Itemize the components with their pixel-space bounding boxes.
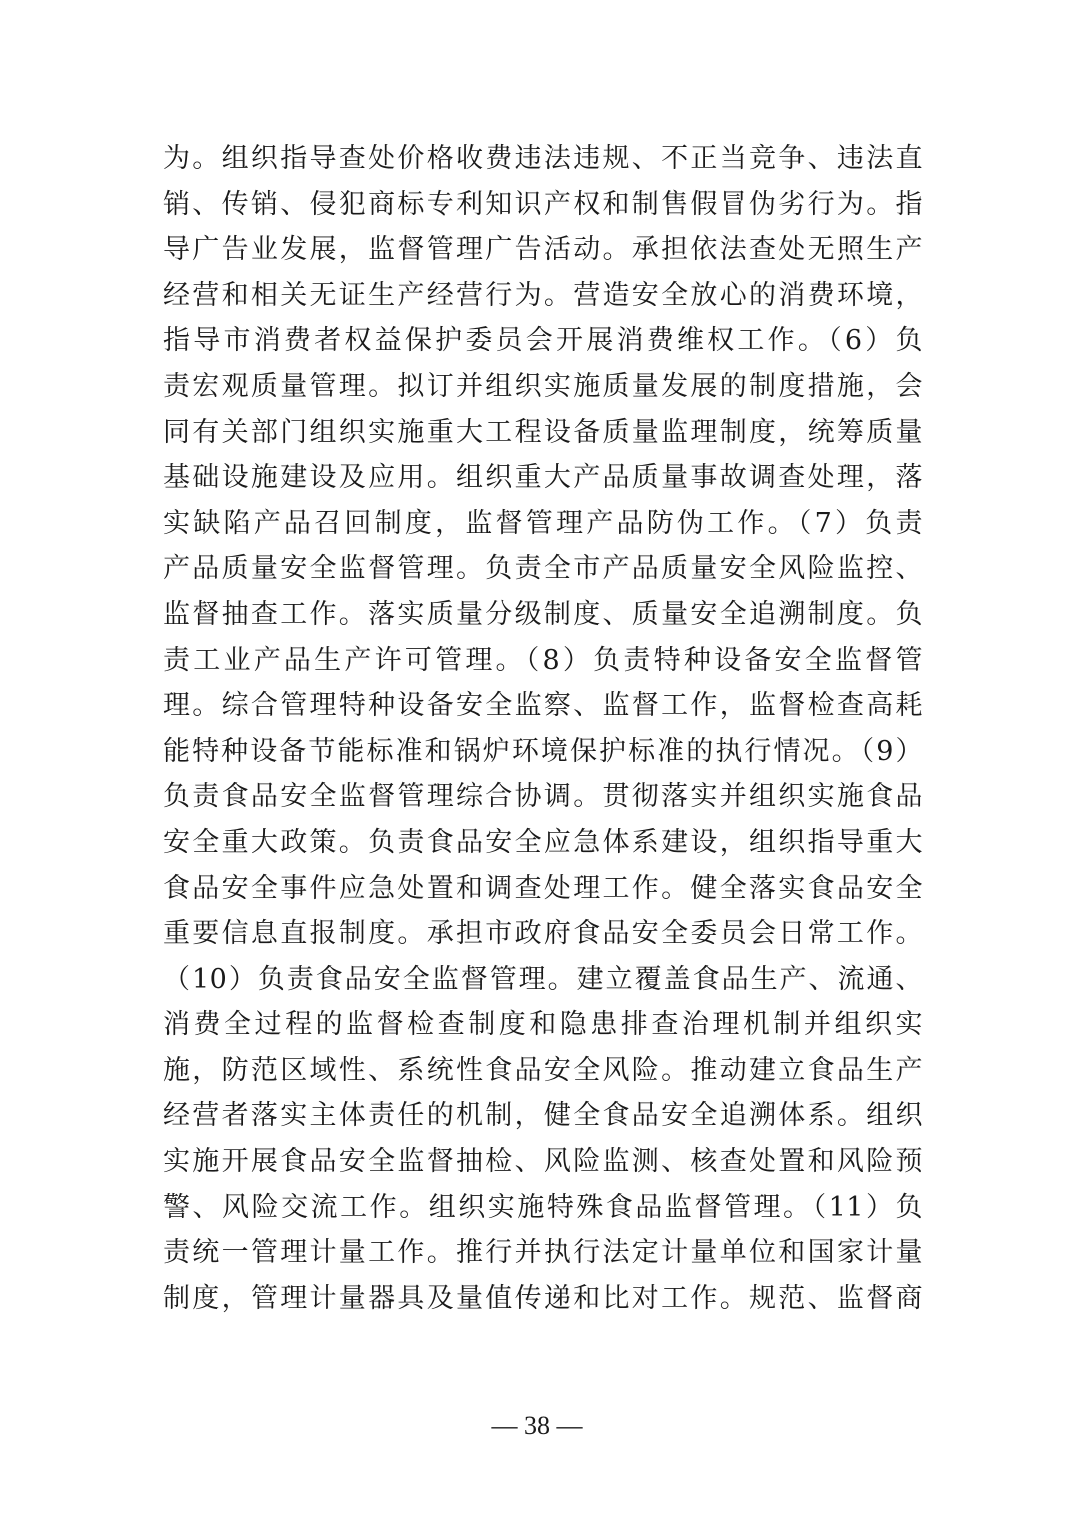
text-line-24: 警、风险交流工作。组织实施特殊食品监督管理。（11）负 bbox=[163, 1191, 923, 1223]
text-line-18: 重要信息直报制度。承担市政府食品安全委员会日常工作。 bbox=[163, 918, 923, 950]
text-line-25: 责统一管理计量工作。推行并执行法定计量单位和国家计量 bbox=[163, 1237, 923, 1269]
text-line-2: 销、传销、侵犯商标专利知识产权和制售假冒伪劣行为。指 bbox=[163, 188, 923, 220]
text-line-22: 经营者落实主体责任的机制，健全食品安全追溯体系。组织 bbox=[163, 1100, 923, 1132]
text-line-6: 责宏观质量管理。拟订并组织实施质量发展的制度措施，会 bbox=[163, 370, 923, 402]
text-line-16: 安全重大政策。负责食品安全应急体系建设，组织指导重大 bbox=[163, 826, 923, 858]
text-line-9: 实缺陷产品召回制度，监督管理产品防伪工作。（7）负责 bbox=[163, 507, 923, 539]
body-text bbox=[163, 136, 923, 1321]
text-line-7: 同有关部门组织实施重大工程设备质量监理制度，统筹质量 bbox=[163, 416, 923, 448]
text-line-10: 产品质量安全监督管理。负责全市产品质量安全风险监控、 bbox=[163, 553, 923, 585]
text-line-3: 导广告业发展，监督管理广告活动。承担依法查处无照生产 bbox=[163, 234, 923, 266]
text-line-5: 指导市消费者权益保护委员会开展消费维权工作。（6）负 bbox=[163, 325, 923, 357]
text-line-12: 责工业产品生产许可管理。（8）负责特种设备安全监督管 bbox=[163, 644, 923, 676]
text-line-23: 实施开展食品安全监督抽检、风险监测、核查处置和风险预 bbox=[163, 1146, 923, 1178]
text-line-11: 监督抽查工作。落实质量分级制度、质量安全追溯制度。负 bbox=[163, 598, 923, 630]
text-line-13: 理。综合管理特种设备安全监察、监督工作，监督检查高耗 bbox=[163, 690, 923, 722]
page-number: — 38 — bbox=[491, 1411, 583, 1440]
text-line-14: 能特种设备节能标准和锅炉环境保护标准的执行情况。（9） bbox=[163, 735, 923, 767]
text-line-26: 制度，管理计量器具及量值传递和比对工作。规范、监督商 bbox=[163, 1282, 923, 1314]
text-line-1: 为。组织指导查处价格收费违法违规、不正当竞争、违法直 bbox=[163, 143, 923, 174]
text-line-8: 基础设施建设及应用。组织重大产品质量事故调查处理，落 bbox=[163, 462, 923, 494]
text-line-21: 施，防范区域性、系统性食品安全风险。推动建立食品生产 bbox=[163, 1054, 923, 1086]
text-line-15: 负责食品安全监督管理综合协调。贯彻落实并组织实施食品 bbox=[163, 781, 923, 813]
text-line-20: 消费全过程的监督检查制度和隐患排查治理机制并组织实 bbox=[163, 1009, 923, 1041]
text-line-19: （10）负责食品安全监督管理。建立覆盖食品生产、流通、 bbox=[163, 963, 923, 995]
text-line-17: 食品安全事件应急处置和调查处理工作。健全落实食品安全 bbox=[163, 872, 923, 904]
text-line-4: 经营和相关无证生产经营行为。营造安全放心的消费环境， bbox=[163, 279, 923, 311]
